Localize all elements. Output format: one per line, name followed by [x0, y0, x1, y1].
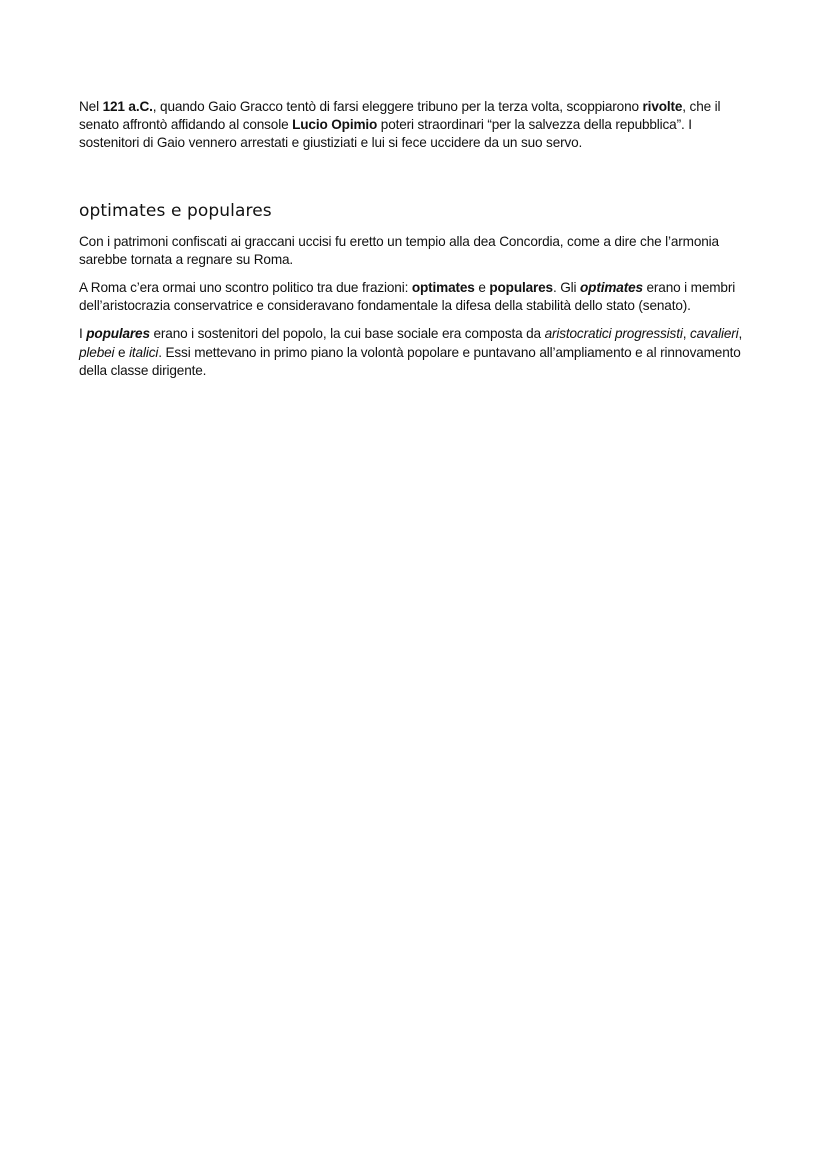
bold-date: 121 a.C. [102, 99, 153, 114]
text: e [474, 280, 490, 296]
bold-term: rivolte [642, 99, 683, 114]
italic-term: plebei [79, 344, 115, 360]
paragraph-concordia [79, 233, 749, 269]
text: . Essi mettevano in primo piano la volontà popolare e puntavano all’ampliamento e al rinnovamento della classe dirigente. [79, 344, 741, 378]
text: , che il senato affrontò affidando al console [79, 99, 721, 133]
text: Con i patrimoni confiscati ai graccani uccisi fu eretto un tempio alla dea Concordia, come a dire che l’armonia sarebbe tornata a regnare su Roma. [79, 233, 719, 267]
text: , [738, 326, 743, 342]
text: A Roma c’era ormai uno scontro politico tra due frazioni: [79, 280, 412, 296]
text: poteri straordinari “per la salvezza della repubblica”. I sostenitori di Gaio vennero arrestati e giustiziati e lui si fece uccidere da un suo servo. [79, 117, 692, 151]
text: Nel [79, 99, 103, 114]
bold-term: optimates [411, 280, 475, 296]
paragraph-optimates [79, 279, 749, 315]
section-heading: optimates e populares [79, 200, 272, 221]
text: . Gli [552, 280, 581, 296]
italic-term: cavalieri [689, 326, 739, 342]
bold-italic-term: optimates [580, 280, 643, 296]
italic-term: aristocratici progressisti [544, 326, 683, 342]
paragraph-populares [79, 325, 749, 380]
bold-italic-term: populares [86, 326, 150, 342]
paragraph-gaio-gracco [79, 98, 749, 153]
bold-name: Lucio Opimio [292, 117, 378, 133]
bold-term: populares [489, 280, 553, 296]
italic-term: italici [129, 344, 159, 360]
text: e [114, 344, 130, 360]
text: erano i sostenitori del popolo, la cui base sociale era composta da [149, 326, 545, 342]
document-page [79, 98, 749, 380]
text: , quando Gaio Gracco tentò di farsi eleggere tribuno per la terza volta, scoppiarono [152, 99, 643, 114]
text: erano i membri dell’aristocrazia conservatrice e consideravano fondamentale la difesa della stabilità dello stato (senato). [79, 280, 736, 314]
text: , [682, 326, 690, 342]
text: I [79, 326, 87, 342]
